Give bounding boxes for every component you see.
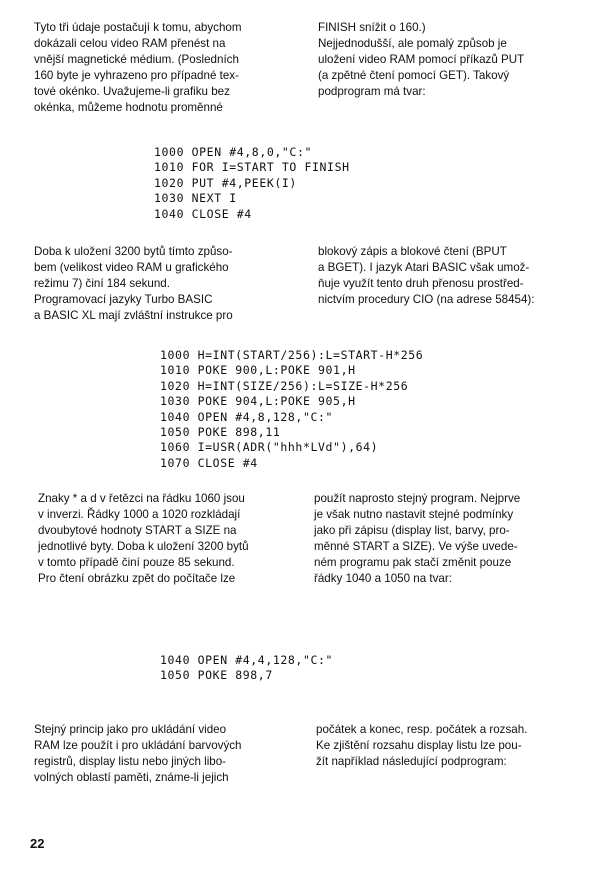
paragraph-4-right [316, 722, 578, 770]
code-line: 1000 H=INT(START/256):L=START-H*256 [160, 348, 424, 362]
code-line: 1020 PUT #4,PEEK(I) [154, 175, 297, 190]
code-line: 1050 POKE 898,11 [160, 425, 281, 440]
text-line: a BGET). I jazyk Atari BASIC však umož- [318, 261, 530, 274]
paragraph-3-right [314, 491, 579, 587]
text-line: Ke zjištění rozsahu display listu lze pou- [316, 739, 522, 752]
code-line: 1010 POKE 900,L:POKE 901,H [160, 363, 356, 378]
text-line: ném programu pak stačí změnit pouze [314, 556, 512, 569]
text-line: (a zpětné čtení pomocí GET). Takový [318, 69, 510, 82]
code-line: 1020 H=INT(SIZE/256):L=SIZE-H*256 [160, 378, 409, 393]
code-line: 1070 CLOSE #4 [160, 455, 258, 470]
code-line: 1000 OPEN #4,8,0,"C:" [154, 145, 312, 159]
text-line: okénka, můžeme hodnotu proměnné [34, 101, 223, 114]
paragraph-1-right [318, 20, 578, 100]
code-line: 1060 I=USR(ADR("hhh*LVd"),64) [160, 440, 379, 455]
text-line: Znaky * a d v řetězci na řádku 1060 jsou [38, 492, 245, 505]
paragraph-2-right [318, 244, 578, 308]
paragraph-3-left [38, 491, 300, 587]
text-line: nictvím procedury CIO (na adrese 58454): [318, 293, 535, 306]
text-line: je však nutno nastavit stejné podmínky [314, 508, 514, 521]
text-line: měnné START a SIZE). Ve výše uvede- [314, 540, 518, 553]
text-line: režimu 7) činí 184 sekund. [34, 277, 170, 290]
text-line: Nejjednodušší, ale pomalý způsob je [318, 37, 507, 50]
text-line: jako při zápisu (display list, barvy, pro- [314, 524, 510, 537]
text-line: bem (velikost video RAM u grafického [34, 261, 229, 274]
text-line: uložení video RAM pomocí příkazů PUT [318, 53, 525, 66]
code-line: 1040 OPEN #4,8,128,"C:" [160, 409, 334, 424]
text-line: ňuje využít tento druh přenosu prostřed- [318, 277, 524, 290]
text-line: FINISH snížit o 160.) [318, 21, 426, 34]
code-line: 1050 POKE 898,7 [160, 668, 273, 683]
text-line: volných oblastí paměti, známe-li jejich [34, 771, 229, 784]
paragraph-1-left [34, 20, 297, 116]
text-line: dvoubytové hodnoty START a SIZE na [38, 524, 237, 537]
text-line: použít naprosto stejný program. Nejprve [314, 492, 521, 505]
text-line: v tomto případě činí pouze 85 sekund. [38, 556, 235, 569]
text-line: dokázali celou video RAM přenést na [34, 37, 226, 50]
text-line: registrů, display listu nebo jiných libo- [34, 755, 227, 768]
text-line: žít například následující podprogram: [316, 755, 507, 768]
code-listing-2 [160, 348, 423, 471]
text-line: jednotlivé byty. Doba k uložení 3200 bytů [38, 540, 249, 553]
text-line: podprogram má tvar: [318, 85, 426, 98]
code-line: 1010 FOR I=START TO FINISH [154, 160, 350, 175]
paragraph-2-left [34, 244, 297, 324]
text-line: Programovací jazyky Turbo BASIC [34, 293, 213, 306]
text-line: blokový zápis a blokové čtení (BPUT [318, 245, 507, 258]
text-line: RAM lze použít i pro ukládání barvových [34, 739, 242, 752]
code-line: 1030 POKE 904,L:POKE 905,H [160, 394, 356, 409]
code-listing-1 [154, 145, 350, 222]
text-line: Stejný princip jako pro ukládání video [34, 723, 227, 736]
text-line: vnější magnetické médium. (Posledních [34, 53, 239, 66]
text-line: Tyto tři údaje postačují k tomu, abychom [34, 21, 242, 34]
text-line: 160 byte je vyhrazeno pro případné tex- [34, 69, 239, 82]
code-line: 1040 CLOSE #4 [154, 206, 252, 221]
text-line: v inverzi. Řádky 1000 a 1020 rozkládají [38, 508, 241, 521]
code-line: 1040 OPEN #4,4,128,"C:" [160, 653, 334, 667]
paragraph-4-left [34, 722, 297, 786]
code-line: 1030 NEXT I [154, 191, 237, 206]
text-line: řádky 1040 a 1050 na tvar: [314, 572, 452, 585]
code-listing-3 [160, 653, 333, 684]
text-line: Pro čtení obrázku zpět do počítače lze [38, 572, 236, 585]
text-line: a BASIC XL mají zvláštní instrukce pro [34, 309, 233, 322]
page-number: 22 [30, 836, 45, 851]
text-line: počátek a konec, resp. počátek a rozsah. [316, 723, 528, 736]
text-line: tové okénko. Uvažujeme-li grafiku bez [34, 85, 230, 98]
text-line: Doba k uložení 3200 bytů tímto způso- [34, 245, 233, 258]
